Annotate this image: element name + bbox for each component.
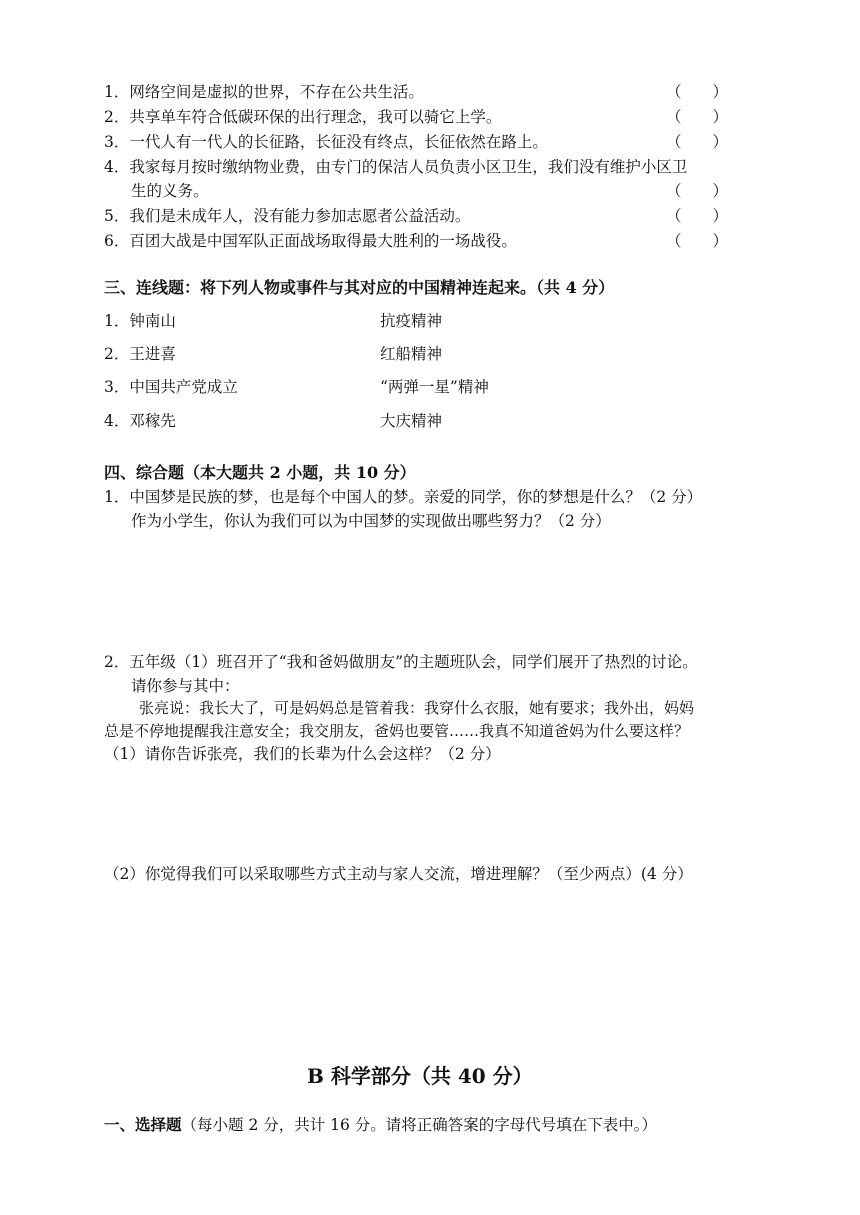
tf-item-2: 2．共享单车符合低碳环保的出行理念，我可以骑它上学。 — [104, 108, 502, 126]
q1-line1: 1．中国梦是民族的梦，也是每个中国人的梦。亲爱的同学，你的梦想是什么？（2 分） — [104, 488, 703, 506]
match-right-1[interactable]: 抗疫精神 — [380, 312, 443, 330]
q2-line1: 2．五年级（1）班召开了“我和爸妈做朋友”的主题班队会，同学们展开了热烈的讨论。 — [104, 653, 698, 671]
matching-title: 三、连线题：将下列人物或事件与其对应的中国精神连起来。（共 4 分） — [104, 278, 615, 297]
tf-item-1: 1．网络空间是虚拟的世界，不存在公共生活。 — [104, 83, 424, 101]
tf-answer-4[interactable]: （ ） — [666, 182, 729, 200]
q2-sub2: （2）你觉得我们可以采取哪些方式主动与家人交流，增进理解？（至少两点）(4 分） — [104, 865, 693, 883]
mc-title-bold: 一、选择题 — [104, 1115, 182, 1134]
tf-answer-2[interactable]: （ ） — [666, 108, 729, 126]
q2-quote-line2: 总是不停地提醒我注意安全；我交朋友，爸妈也要管……我真不知道爸妈为什么要这样？ — [104, 722, 690, 740]
tf-item-4: 4．我家每月按时缴纳物业费，由专门的保洁人员负责小区卫生，我们没有维护小区卫 — [104, 158, 688, 176]
science-heading: B 科学部分（共 40 分） — [307, 1064, 533, 1088]
comprehensive-title: 四、综合题（本大题共 2 小题，共 10 分） — [104, 463, 416, 482]
match-left-4[interactable]: 4．邓稼先 — [104, 412, 176, 430]
match-right-3[interactable]: “两弹一星”精神 — [380, 378, 489, 396]
mc-title — [104, 1113, 657, 1135]
q2-sub1-answer-area[interactable] — [104, 770, 754, 850]
match-left-1[interactable]: 1．钟南山 — [104, 312, 176, 330]
tf-answer-1[interactable]: （ ） — [666, 83, 729, 101]
q2-sub1: （1）请你告诉张亮，我们的长辈为什么会这样？（2 分） — [104, 745, 501, 763]
q1-answer-area[interactable] — [104, 540, 754, 640]
tf-item-4-cont: 生的义务。 — [131, 182, 209, 200]
mc-title-rest: （每小题 2 分，共计 16 分。请将正确答案的字母代号填在下表中。） — [181, 1116, 658, 1134]
match-right-4[interactable]: 大庆精神 — [380, 412, 443, 430]
match-right-2[interactable]: 红船精神 — [380, 345, 443, 363]
q2-quote-line1: 张亮说：我长大了，可是妈妈总是管着我：我穿什么衣服，她有要求；我外出，妈妈 — [139, 699, 695, 717]
tf-item-6: 6．百团大战是中国军队正面战场取得最大胜利的一场战役。 — [104, 232, 517, 250]
match-left-3[interactable]: 3．中国共产党成立 — [104, 378, 238, 396]
tf-item-5: 5．我们是未成年人，没有能力参加志愿者公益活动。 — [104, 207, 471, 225]
tf-answer-6[interactable]: （ ） — [666, 232, 729, 250]
match-left-2[interactable]: 2．王进喜 — [104, 345, 176, 363]
q1-line2: 作为小学生，你认为我们可以为中国梦的实现做出哪些努力？（2 分） — [131, 512, 611, 530]
tf-answer-5[interactable]: （ ） — [666, 207, 729, 225]
tf-item-3: 3．一代人有一代人的长征路，长征没有终点，长征依然在路上。 — [104, 133, 548, 151]
q2-sub2-answer-area[interactable] — [104, 890, 754, 1040]
q2-line2: 请你参与其中： — [131, 677, 240, 695]
tf-answer-3[interactable]: （ ） — [666, 133, 729, 151]
